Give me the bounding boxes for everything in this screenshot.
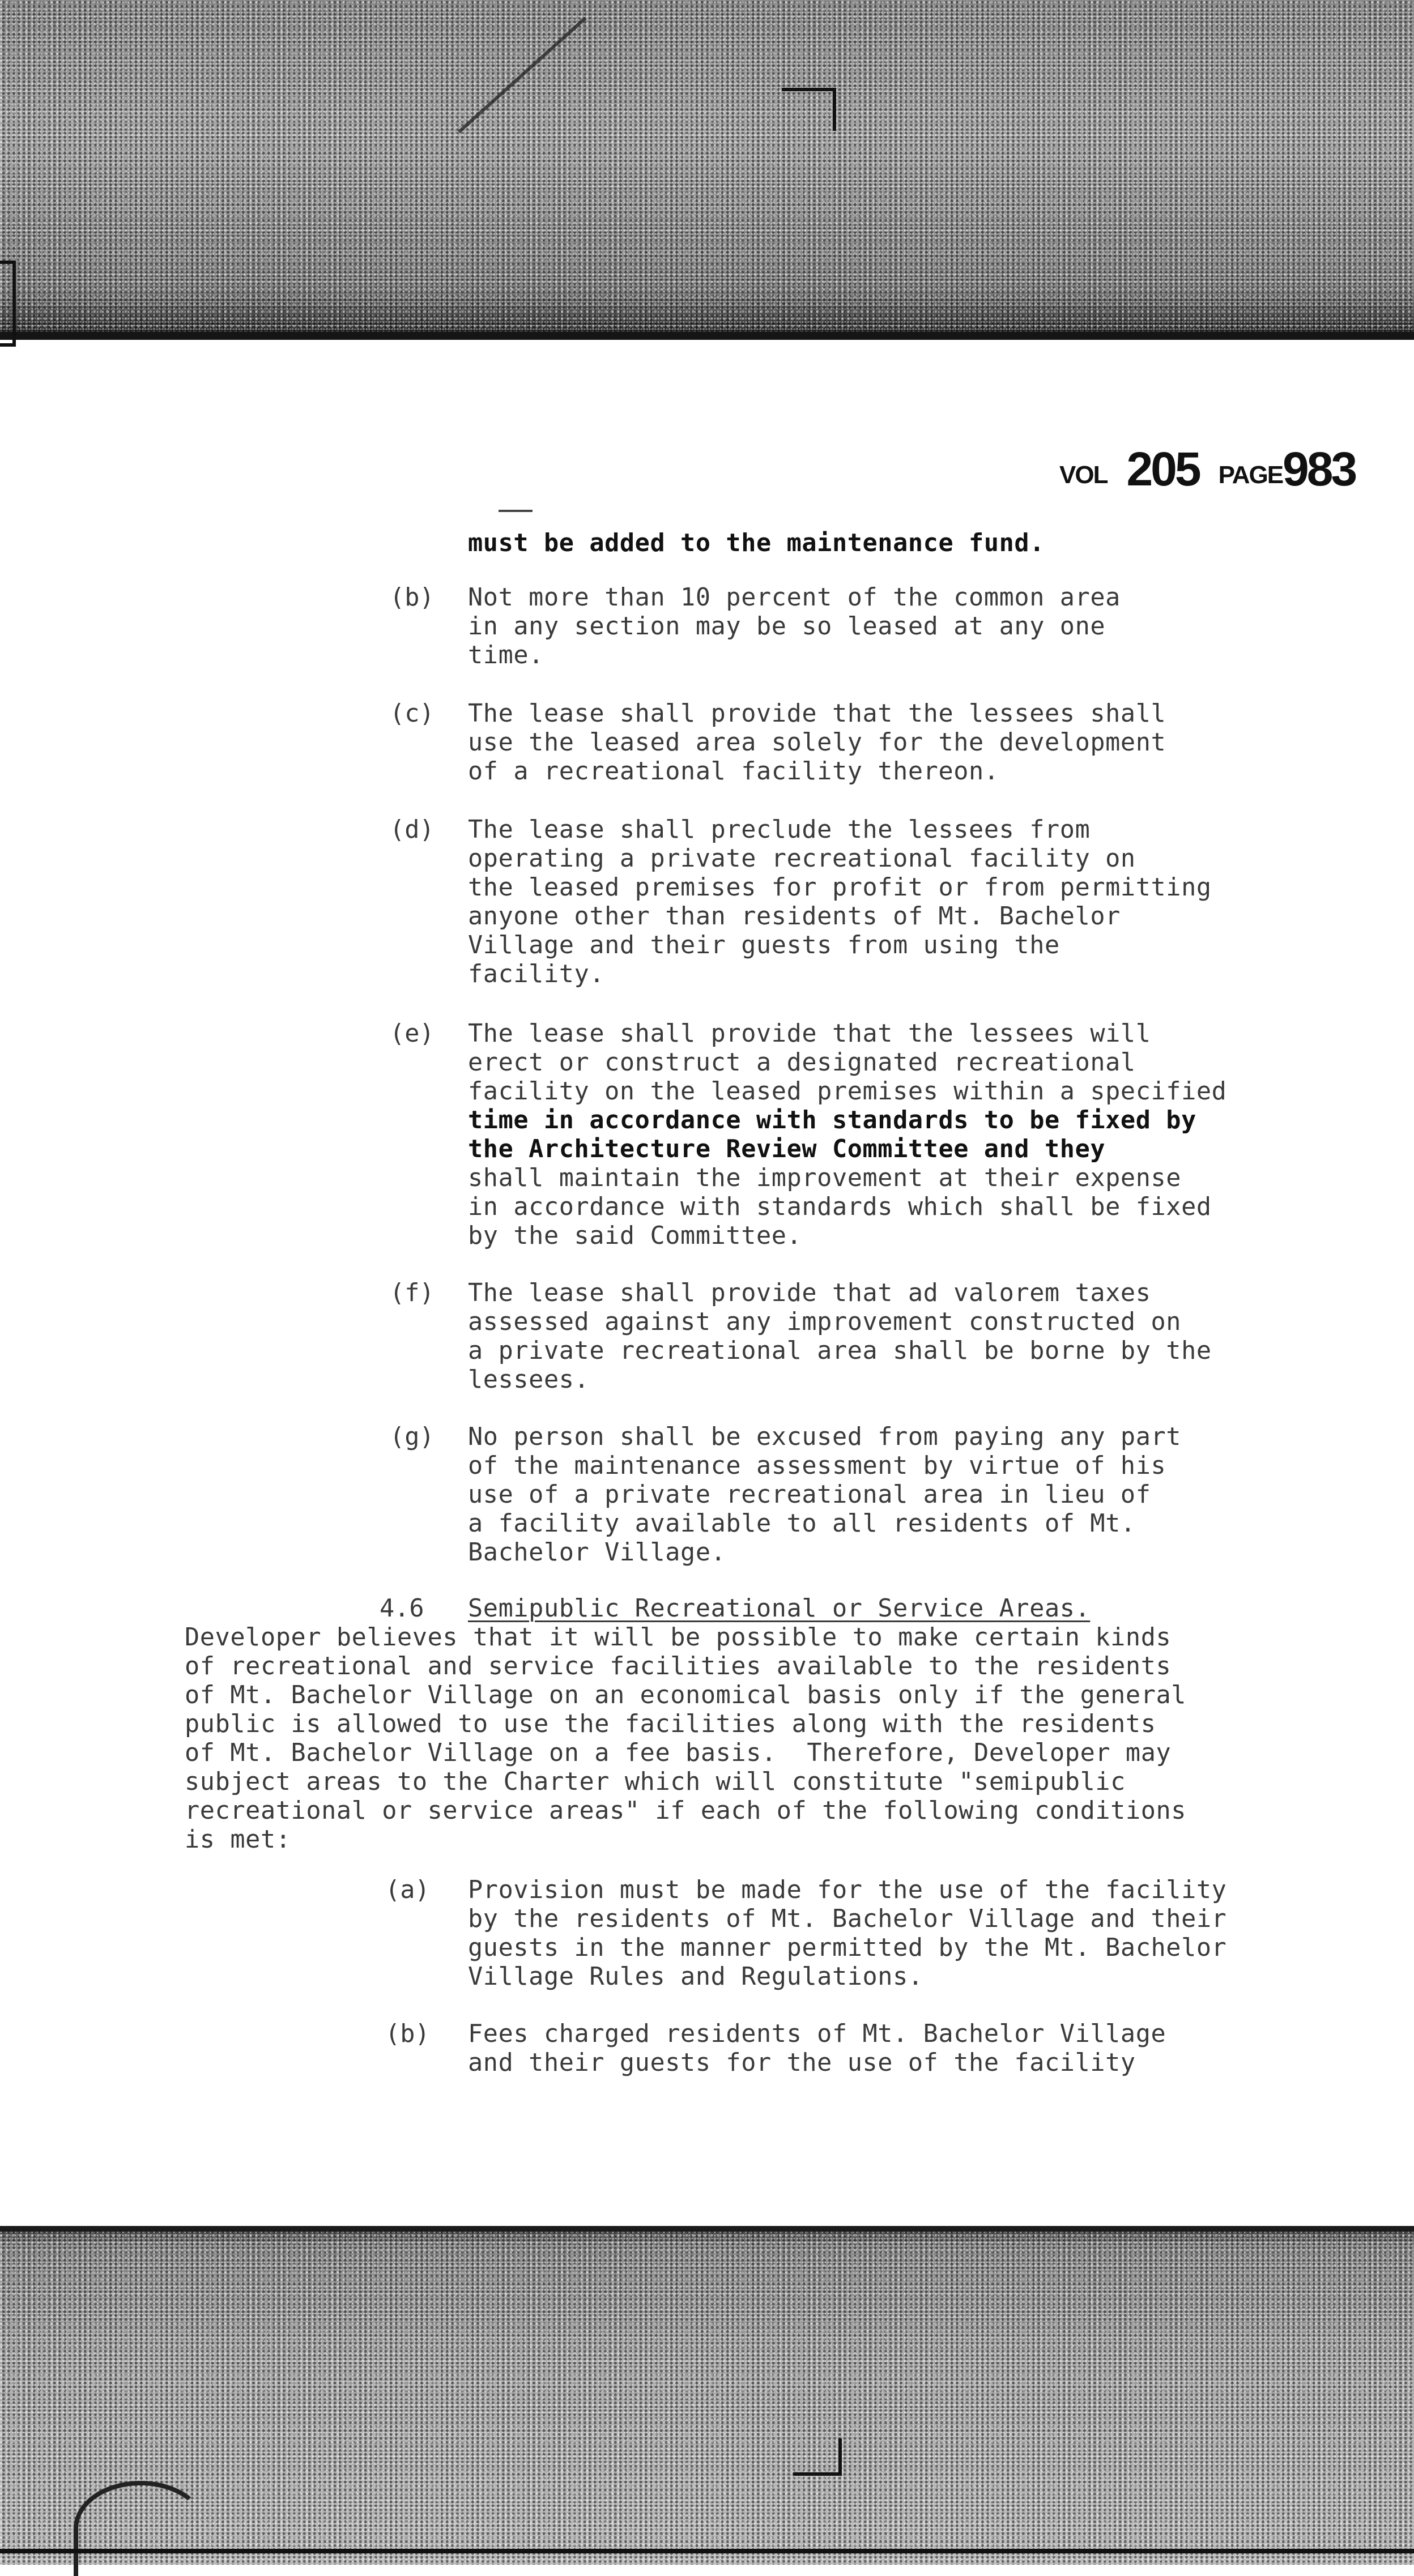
item-label: (g)	[390, 1423, 435, 1451]
item-line: Village Rules and Regulations.	[468, 1963, 923, 1991]
section-line: recreational or service areas" if each of the following conditions	[185, 1797, 1187, 1825]
item-line: Village and their guests from using the	[468, 931, 1060, 959]
item-label: (e)	[390, 1020, 435, 1048]
item-line: in any section may be so leased at any one	[468, 612, 1106, 641]
page-number: 983	[1283, 442, 1356, 496]
scan-noise-top	[0, 0, 1414, 340]
item-line: The lease shall preclude the lessees from	[468, 816, 1091, 844]
item-line: time in accordance with standards to be fixed by	[468, 1106, 1196, 1135]
item-line: of a recreational facility thereon.	[468, 757, 999, 786]
item-label: (f)	[390, 1279, 435, 1307]
top-tick-mark	[499, 510, 533, 512]
item-line: by the said Committee.	[468, 1222, 802, 1250]
item-label: (b)	[390, 583, 435, 612]
item-line: No person shall be excused from paying any part	[468, 1423, 1182, 1451]
crop-mark-bottom	[793, 2438, 842, 2476]
item-line: Bachelor Village.	[468, 1538, 726, 1567]
section-line: is met:	[185, 1826, 291, 1854]
item-label: (b)	[385, 2020, 430, 2048]
section-line: of Mt. Bachelor Village on an economical basis only if the general	[185, 1681, 1187, 1709]
item-line: the Architecture Review Committee and they	[468, 1135, 1106, 1163]
item-line: facility on the leased premises within a specified	[468, 1077, 1227, 1106]
item-line: a private recreational area shall be borne by the	[468, 1337, 1212, 1365]
item-line: a facility available to all residents of Mt.	[468, 1509, 1136, 1538]
vol-label: VOL	[1059, 461, 1108, 489]
bottom-edge-rule	[0, 2549, 1414, 2553]
item-label: (a)	[385, 1876, 430, 1904]
item-line: anyone other than residents of Mt. Bachelor	[468, 902, 1121, 931]
volume-number: 205	[1126, 442, 1199, 496]
item-line: The lease shall provide that the lessees shall	[468, 700, 1166, 728]
item-line: Not more than 10 percent of the common area	[468, 583, 1121, 612]
item-line: Provision must be made for the use of the facility	[468, 1876, 1227, 1904]
item-label: (d)	[390, 816, 435, 844]
item-line: operating a private recreational facility on	[468, 845, 1136, 873]
section-line: of recreational and service facilities available to the residents	[185, 1652, 1172, 1681]
item-line: use of a private recreational area in lieu of	[468, 1481, 1151, 1509]
page-label: PAGE	[1218, 461, 1283, 489]
book-page-reference	[1059, 442, 1355, 497]
item-line: The lease shall provide that the lessees will	[468, 1020, 1151, 1048]
item-line: the leased premises for profit or from permitting	[468, 873, 1212, 902]
item-line: use the leased area solely for the development	[468, 728, 1166, 757]
item-line: The lease shall provide that ad valorem taxes	[468, 1279, 1151, 1307]
section-line: subject areas to the Charter which will constitute "semipublic	[185, 1768, 1126, 1796]
section-line: public is allowed to use the facilities along with the residents	[185, 1710, 1156, 1738]
crop-mark-top	[782, 88, 836, 131]
item-line: lessees.	[468, 1366, 590, 1394]
scan-noise-bottom	[0, 2226, 1414, 2565]
item-line: time.	[468, 641, 544, 669]
section-number: 4.6	[380, 1594, 424, 1623]
item-line: in accordance with standards which shall be fixed	[468, 1193, 1212, 1221]
item-line: by the residents of Mt. Bachelor Village and their	[468, 1905, 1227, 1933]
item-line: erect or construct a designated recreational	[468, 1048, 1136, 1077]
crop-mark-left	[0, 261, 16, 347]
section-heading: Semipublic Recreational or Service Areas.	[468, 1594, 1091, 1623]
item-line: shall maintain the improvement at their expense	[468, 1164, 1182, 1192]
item-line: assessed against any improvement constructed on	[468, 1308, 1182, 1336]
paper-curl-mark	[74, 2481, 207, 2576]
item-line: facility.	[468, 960, 605, 988]
item-line: guests in the manner permitted by the Mt. Bachelor	[468, 1934, 1227, 1962]
item-line: Fees charged residents of Mt. Bachelor Village	[468, 2020, 1166, 2048]
item-line: and their guests for the use of the facility	[468, 2049, 1136, 2077]
item-label: (c)	[390, 700, 435, 728]
section-line: Developer believes that it will be possible to make certain kinds	[185, 1623, 1172, 1652]
section-line: of Mt. Bachelor Village on a fee basis. Therefore, Developer may	[185, 1739, 1172, 1767]
item-line: of the maintenance assessment by virtue of his	[468, 1452, 1166, 1480]
document-page	[0, 340, 1414, 2226]
continuation-line: must be added to the maintenance fund.	[468, 529, 1045, 557]
